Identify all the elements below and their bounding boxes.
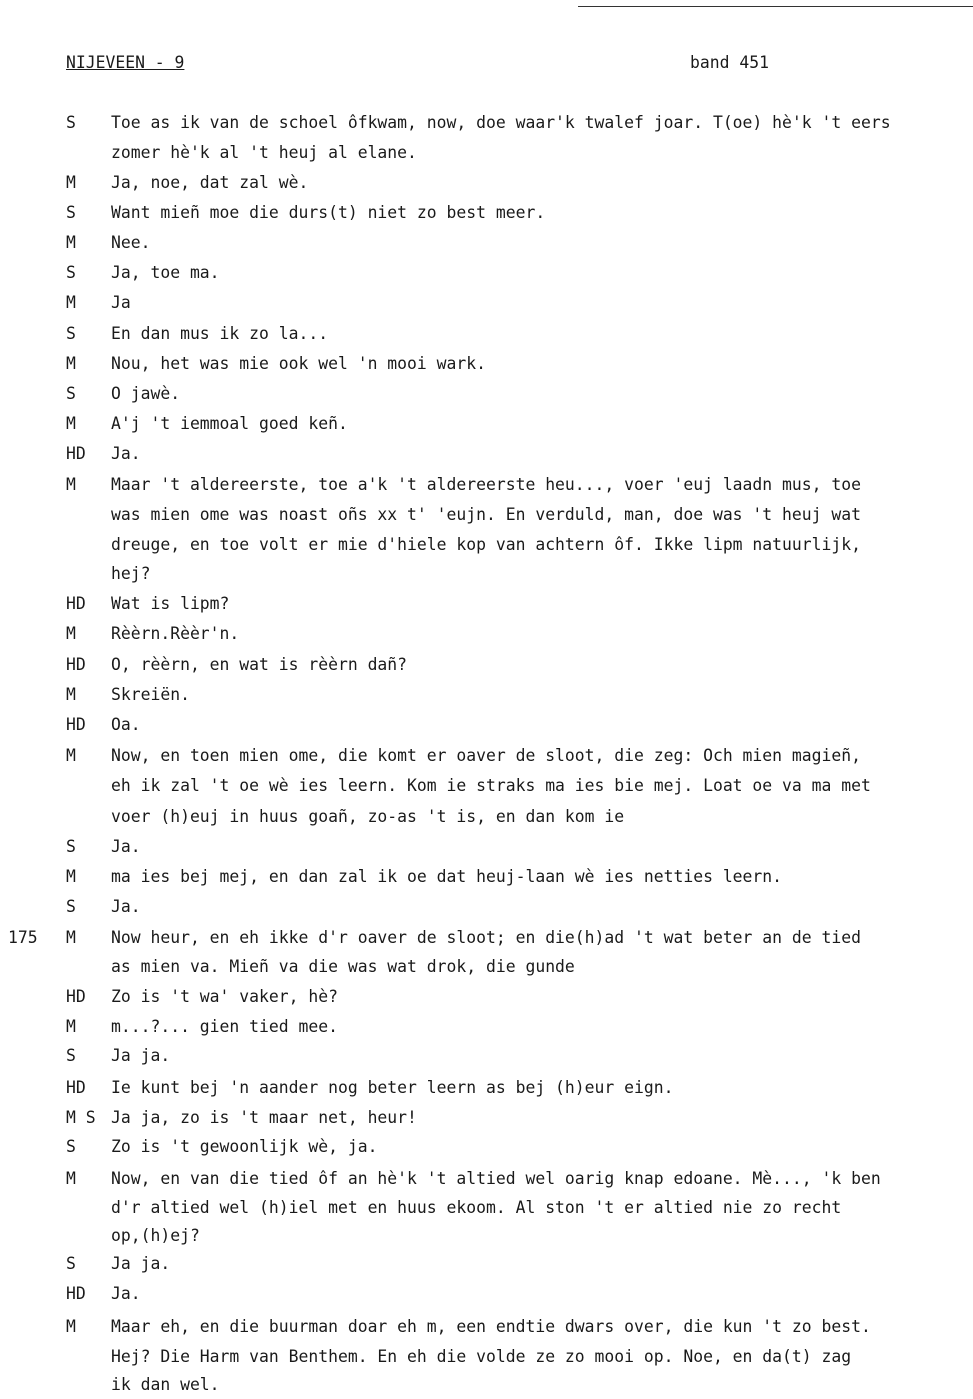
speaker-label: HD: [66, 1284, 86, 1303]
line-text: Ie kunt bej 'n aander nog beter leern as bej (h)eur eign.: [111, 1078, 674, 1097]
transcript-line: [0, 1198, 973, 1222]
line-text: Ja ja.: [111, 1046, 171, 1065]
transcript-line: [0, 1046, 973, 1070]
line-text: Ja ja.: [111, 1254, 171, 1273]
transcript-line: [0, 776, 973, 800]
speaker-label: HD: [66, 715, 86, 734]
page-title: NIJEVEEN - 9: [66, 53, 185, 72]
speaker-label: M: [66, 293, 76, 312]
transcript-line: [0, 655, 973, 679]
speaker-label: M: [66, 1169, 76, 1188]
transcript-line: [0, 1226, 973, 1250]
line-text: dreuge, en toe volt er mie d'hiele kop van achtern ôf. Ikke lipm natuurlijk,: [111, 535, 861, 554]
line-text: Zo is 't gewoonlijk wè, ja.: [111, 1137, 378, 1156]
transcript-line: [0, 173, 973, 197]
speaker-label: S: [66, 1137, 76, 1156]
transcript-line: [0, 1284, 973, 1308]
line-text: as mien va. Mieñ va die was wat drok, die gunde: [111, 957, 575, 976]
speaker-label: M: [66, 1017, 76, 1036]
line-text: m...?... gien tied mee.: [111, 1017, 338, 1036]
transcript-line: [0, 414, 973, 438]
speaker-label: HD: [66, 987, 86, 1006]
transcript-line: [0, 535, 973, 559]
line-text: Nou, het was mie ook wel 'n mooi wark.: [111, 354, 486, 373]
top-rule: [578, 6, 973, 7]
speaker-label: M: [66, 475, 76, 494]
transcript-line: [0, 1137, 973, 1161]
line-text: op,(h)ej?: [111, 1226, 200, 1245]
line-text: O jawè.: [111, 384, 181, 403]
line-text: Hej? Die Harm van Benthem. En eh die volde ze zo mooi op. Noe, en da(t) zag: [111, 1347, 852, 1366]
transcript-line: [0, 444, 973, 468]
speaker-label: S: [66, 1046, 76, 1065]
line-text: voer (h)euj in huus goañ, zo-as 't is, en dan kom ie: [111, 807, 625, 826]
transcript-line: [0, 1017, 973, 1041]
transcript-line: [0, 354, 973, 378]
transcript-line: [0, 1375, 973, 1399]
speaker-label: M S: [66, 1108, 96, 1127]
speaker-label: HD: [66, 444, 86, 463]
speaker-label: M: [66, 746, 76, 765]
line-text: Now, en van die tied ôf an hè'k 't altied wel oarig knap edoane. Mè..., 'k ben: [111, 1169, 881, 1188]
transcript-line: [0, 1108, 973, 1132]
transcript-line: [0, 624, 973, 648]
speaker-label: M: [66, 173, 76, 192]
line-text: O, rèèrn, en wat is rèèrn dañ?: [111, 655, 408, 674]
speaker-label: M: [66, 867, 76, 886]
transcript-line: [0, 957, 973, 981]
line-text: ma ies bej mej, en dan zal ik oe dat heuj-laan wè ies netties leern.: [111, 867, 783, 886]
transcript-line: [0, 1169, 973, 1193]
band-label: band 451: [690, 53, 769, 72]
transcript-line: [0, 715, 973, 739]
line-text: Ja.: [111, 1284, 141, 1303]
transcript-line: [0, 897, 973, 921]
line-text: Want mieñ moe die durs(t) niet zo best meer.: [111, 203, 546, 222]
line-text: Wat is lipm?: [111, 594, 230, 613]
line-text: Ja, noe, dat zal wè.: [111, 173, 309, 192]
line-text: Nee.: [111, 233, 151, 252]
speaker-label: HD: [66, 1078, 86, 1097]
line-text: Toe as ik van de schoel ôfkwam, now, doe waar'k twalef joar. T(oe) hè'k 't eers: [111, 113, 891, 132]
line-text: eh ik zal 't oe wè ies leern. Kom ie straks ma ies bie mej. Loat oe va ma met: [111, 776, 871, 795]
transcript-line: [0, 475, 973, 499]
line-text: Ja.: [111, 837, 141, 856]
speaker-label: S: [66, 263, 76, 282]
line-text: Ja.: [111, 897, 141, 916]
transcript-line: [0, 685, 973, 709]
line-text: Ja ja, zo is 't maar net, heur!: [111, 1108, 417, 1127]
speaker-label: M: [66, 1317, 76, 1336]
line-text: zomer hè'k al 't heuj al elane.: [111, 143, 417, 162]
line-text: Ja.: [111, 444, 141, 463]
speaker-label: S: [66, 1254, 76, 1273]
line-text: Ja: [111, 293, 131, 312]
line-text: Zo is 't wa' vaker, hè?: [111, 987, 338, 1006]
transcript-line: [0, 564, 973, 588]
line-text: A'j 't iemmoal goed keñ.: [111, 414, 348, 433]
transcript-line: [0, 867, 973, 891]
line-text: d'r altied wel (h)iel met en huus ekoom. Al ston 't er altied nie zo recht: [111, 1198, 842, 1217]
speaker-label: S: [66, 113, 76, 132]
speaker-label: M: [66, 233, 76, 252]
line-text: hej?: [111, 564, 151, 583]
transcript-line: [0, 1254, 973, 1278]
transcript-line: [0, 293, 973, 317]
transcript-line: [0, 1078, 973, 1102]
transcript-line: [0, 203, 973, 227]
transcript-line: [0, 807, 973, 831]
speaker-label: HD: [66, 655, 86, 674]
transcript-line: [0, 928, 973, 952]
transcript-line: [0, 746, 973, 770]
line-text: Ja, toe ma.: [111, 263, 220, 282]
line-text: was mien ome was noast oñs xx t' 'eujn. En verduld, man, doe was 't heuj wat: [111, 505, 861, 524]
speaker-label: S: [66, 837, 76, 856]
transcript-line: [0, 143, 973, 167]
speaker-label: M: [66, 624, 76, 643]
speaker-label: S: [66, 897, 76, 916]
transcript-line: [0, 384, 973, 408]
transcript-line: [0, 987, 973, 1011]
transcript-line: [0, 1347, 973, 1371]
speaker-label: M: [66, 928, 76, 947]
line-text: Maar eh, en die buurman doar eh m, een endtie dwars over, die kun 't zo best.: [111, 1317, 871, 1336]
line-text: En dan mus ik zo la...: [111, 324, 329, 343]
speaker-label: S: [66, 324, 76, 343]
speaker-label: M: [66, 354, 76, 373]
line-text: Now, en toen mien ome, die komt er oaver de sloot, die zeg: Och mien magieñ,: [111, 746, 861, 765]
line-text: ik dan wel.: [111, 1375, 220, 1394]
line-text: Rèèrn.Rèèr'n.: [111, 624, 240, 643]
transcript-line: [0, 113, 973, 137]
transcript-line: [0, 233, 973, 257]
speaker-label: S: [66, 203, 76, 222]
line-text: Maar 't aldereerste, toe a'k 't aldereerste heu..., voer 'euj laadn mus, toe: [111, 475, 861, 494]
line-text: Oa.: [111, 715, 141, 734]
transcript-line: [0, 324, 973, 348]
transcript-line: [0, 594, 973, 618]
transcript-line: [0, 1317, 973, 1341]
margin-line-number: 175: [8, 928, 38, 947]
speaker-label: M: [66, 414, 76, 433]
line-text: Skreiën.: [111, 685, 190, 704]
speaker-label: M: [66, 685, 76, 704]
speaker-label: HD: [66, 594, 86, 613]
transcript-line: [0, 505, 973, 529]
transcript-line: [0, 837, 973, 861]
line-text: Now heur, en eh ikke d'r oaver de sloot; en die(h)ad 't wat beter an de tied: [111, 928, 861, 947]
transcript-line: [0, 263, 973, 287]
speaker-label: S: [66, 384, 76, 403]
